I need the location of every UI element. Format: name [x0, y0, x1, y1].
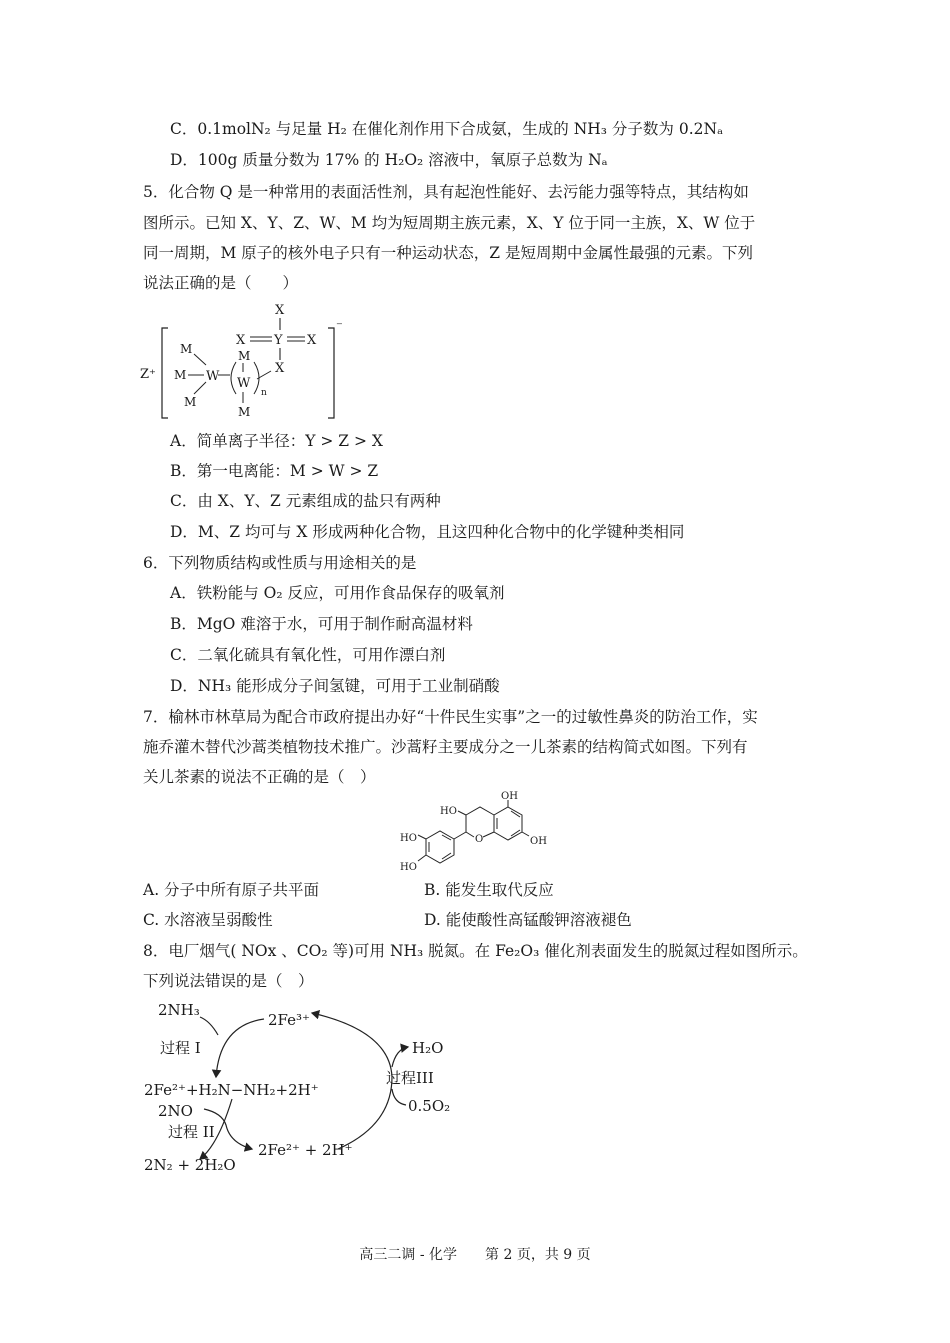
q7-stem-line-1: 7．榆林市林草局为配合市政府提出办好“十件民生实事”之一的过敏性鼻炎的防治工作，实 [143, 708, 758, 726]
q5-label-z: Z⁺ [140, 367, 156, 382]
q7-stem-line-3: 关儿茶素的说法不正确的是（ ） [143, 768, 376, 786]
q8-label-intermediate: 2Fe²⁺+H₂N−NH₂+2H⁺ [144, 1081, 319, 1099]
q5-option-c: C．由 X、Y、Z 元素组成的盐只有两种 [170, 492, 441, 510]
q7-catechin-structure [398, 790, 558, 875]
q5-stem-line-1: 5．化合物 Q 是一种常用的表面活性剂，具有起泡性能好、去污能力强等特点，其结构如 [143, 183, 749, 201]
q7-stem-line-2: 施乔灌木替代沙蒿类植物技术推广。沙蒿籽主要成分之一儿茶素的结构简式如图。下列有 [143, 738, 748, 756]
q5-stem-line-4: 说法正确的是（ ） [143, 274, 299, 292]
q7-label-oh-top: OH [501, 791, 518, 802]
q5-label-n: n [261, 388, 267, 398]
q7-option-d: D. 能使酸性高锰酸钾溶液褪色 [424, 911, 632, 929]
q8-stem-line-2: 下列说法错误的是（ ） [143, 972, 314, 990]
q6-option-b: B．MgO 难溶于水，可用于制作耐高温材料 [170, 615, 473, 633]
q8-label-no: 2NO [158, 1102, 193, 1120]
q4-option-d: D．100g 质量分数为 17% 的 H₂O₂ 溶液中，氧原子总数为 Nₐ [170, 151, 608, 169]
q8-denitration-cycle-diagram [140, 995, 470, 1180]
q5-label-x-top: X [275, 303, 285, 318]
q7-label-ho-middle: HO [440, 806, 457, 817]
q5-structure-diagram [140, 298, 350, 423]
q5-label-x-left: X [236, 333, 246, 348]
q5-label-w-2: W [237, 376, 251, 391]
q7-option-c: C. 水溶液呈弱酸性 [143, 911, 273, 929]
q5-label-y: Y [274, 333, 283, 348]
q7-option-a: A. 分子中所有原子共平面 [143, 881, 320, 899]
q8-label-o2: 0.5O₂ [408, 1097, 451, 1115]
q5-label-m-1: M [180, 342, 193, 356]
q5-option-b: B．第一电离能：M > W > Z [170, 462, 379, 480]
q6-option-d: D．NH₃ 能形成分子间氢键，可用于工业制硝酸 [170, 677, 500, 695]
q8-stem-line-1: 8．电厂烟气( NOx 、CO₂ 等)可用 NH₃ 脱氮。在 Fe₂O₃ 催化剂表面发生的脱氮过程如图所示。 [143, 942, 808, 960]
q5-option-d: D．M、Z 均可与 X 形成两种化合物，且这四种化合物中的化学键种类相同 [170, 523, 685, 541]
q7-label-ho-upper: HO [400, 833, 417, 844]
q6-option-c: C．二氧化硫具有氧化性，可用作漂白剂 [170, 646, 446, 664]
q8-label-h2o: H₂O [412, 1039, 444, 1057]
q6-stem: 6．下列物质结构或性质与用途相关的是 [143, 554, 417, 572]
q8-label-n2-h2o: 2N₂ + 2H₂O [144, 1156, 236, 1174]
q5-label-charge: ⁻ [336, 319, 343, 334]
q5-stem-line-3: 同一周期，M 原子的核外电子只有一种运动状态，Z 是短周期中金属性最强的元素。下列 [143, 244, 753, 262]
q5-option-a: A．简单离子半径：Y > Z > X [170, 432, 383, 450]
q8-label-nh3: 2NH₃ [158, 1001, 200, 1019]
q5-label-x-lower: X [275, 361, 285, 376]
q6-option-a: A．铁粉能与 O₂ 反应，可用作食品保存的吸氧剂 [170, 584, 505, 602]
q8-label-process-3: 过程III [386, 1069, 434, 1087]
q5-stem-line-2: 图所示。已知 X、Y、Z、W、M 均为短周期主族元素，X、Y 位于同一主族，X、W 位于 [143, 214, 756, 232]
q5-label-m-5: M [238, 405, 251, 419]
q8-label-fe3: 2Fe³⁺ [268, 1011, 310, 1029]
q5-label-x-right: X [307, 333, 317, 348]
q5-label-w-1: W [206, 369, 220, 384]
page-footer: 高三二调 - 化学 第 2 页，共 9 页 [359, 1247, 591, 1263]
q5-label-m-4: M [238, 349, 251, 363]
q5-label-m-2: M [174, 368, 187, 382]
q7-label-oh-right: OH [530, 836, 547, 847]
q7-option-b: B. 能发生取代反应 [424, 881, 554, 899]
q8-label-process-2: 过程 II [168, 1123, 215, 1141]
q7-label-o-ring: O [475, 834, 484, 845]
q5-label-m-3: M [184, 395, 197, 409]
q8-label-fe2-h: 2Fe²⁺ + 2H⁺ [258, 1141, 353, 1159]
q4-option-c: C．0.1molN₂ 与足量 H₂ 在催化剂作用下合成氨，生成的 NH₃ 分子数为 0.2Nₐ [170, 120, 724, 138]
q8-label-process-1: 过程 I [160, 1039, 201, 1057]
q7-label-ho-lower: HO [400, 862, 417, 873]
